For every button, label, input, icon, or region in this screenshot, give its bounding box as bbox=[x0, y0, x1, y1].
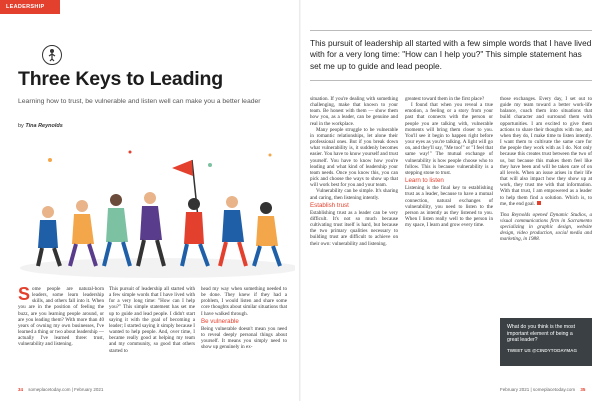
drop-cap: S bbox=[18, 284, 31, 304]
end-mark-icon bbox=[537, 201, 541, 205]
right-column-1-text: situation. If you're dealing with something challenging, make that known to your team. Be honest with them — show them how you, as a leader, can be genuine and real in the workplace. bbox=[310, 96, 398, 127]
right-column-1-text-4: Establishing trust as a leader can be very difficult. It's not so much because cultivating trust itself is hard, but because the two primary qualities necessary to building trust are difficult to achieve on their own: vulnerability and listening. bbox=[310, 209, 398, 247]
subhead-be-vulnerable: Be vulnerable bbox=[201, 317, 239, 325]
byline-prefix: by bbox=[18, 123, 24, 129]
footer-left bbox=[18, 387, 103, 392]
leadership-badge-icon bbox=[42, 45, 62, 65]
tweet-callout bbox=[500, 318, 592, 366]
subhead-establish-trust: Establish trust bbox=[310, 201, 349, 209]
right-column-3-text: those exchanges. Every day, I set out to guide my team toward a better work-life balance, coach them into situations that build character and surround them with opportunities. I am excited to give them actions to share their thoughts with me, and when they do, I make time to listen intently. I want them to cultivate the same care for the people they work with as I do. Not only because this creates trust between the two of us, but because this makes them feel like they have been and will be taken care of on all levels. When an issue arises in their life that will also impact how they show up at work, they trust me with that information. With that trust, I am empowered as a leader to help them find a solution. Which is, to me, the end goal. bbox=[500, 96, 592, 207]
left-column-2-text: This pursuit of leadership all started with a few simple words that I have lived with for a very long time: "How can I help you?" This simple statement has set me up to guide and lead people. I didn't start saying it with the goal of becoming a leader; I started saying it simply because I wanted to help people. And, over time, I became really good at helping my team and my community, so good that others started to bbox=[109, 286, 195, 354]
left-column-2 bbox=[109, 286, 195, 354]
article-subtitle: Learning how to trust, be vulnerable and listen well can make you a better leader bbox=[18, 98, 261, 105]
page-number-right: 35 bbox=[580, 387, 586, 392]
left-column-1-text: ome people are natural-born leaders, some learn leadership skills, and others fall into it. When you are in the position of feeling the buzz, are you learning people around, or are you leading them? With more than 40 years of owning my own businesses, I've learned a thing or two about leadership — actually I've learned three: trust, vulnerability and listening. bbox=[18, 286, 104, 348]
subhead-learn-to-listen: Learn to listen bbox=[405, 177, 444, 185]
left-column-3 bbox=[201, 286, 287, 351]
right-column-2 bbox=[405, 96, 493, 228]
tweet-handle-link[interactable]: TWEET US @CINDYTODAYMAG bbox=[507, 347, 578, 353]
footer-right bbox=[500, 387, 585, 392]
section-tag: LEADERSHIP bbox=[0, 0, 60, 14]
team-illustration bbox=[10, 140, 295, 280]
right-column-3 bbox=[500, 96, 592, 243]
author-bio: Tina Reynolds opened Dynamic Studios, a visual communications firm in Sacramento specializing in graphic design, website design, video production, social media and marketing, in 1988. bbox=[500, 211, 592, 243]
author-name: Tina Reynolds bbox=[25, 123, 63, 129]
left-column-3-text-2: Being vulnerable doesn't mean you need to reveal deeply personal things about yourself. It means you simply need to show up genuinely in ex- bbox=[201, 325, 287, 351]
right-column-1 bbox=[310, 96, 398, 247]
footer-right-text: February 2021 | someplacetoday.com bbox=[500, 387, 576, 392]
pull-quote: This pursuit of leadership all started with a few simple words that I have lived with for a very long time: "How can I help you?" This simple statement has set me up to guide and lead people. bbox=[310, 30, 592, 81]
byline bbox=[18, 123, 63, 129]
right-column-1-text-2: Many people struggle to be vulnerable in romantic relationships, let alone their professional ones. But if you break down what vulnerability is, it suddenly becomes easier. You have to know yourself and trust yourself. You have to know how you're leading and what kind of leadership your team needs. Once you know this, you can pick and choose the ways to show up that will work best for you and your team. bbox=[310, 126, 398, 189]
right-column-2-text-3: Listening is the final key to establishing trust as a leader, because to have a mutual connection, natural exchanges of vulnerability, you need to listen to the person as intently as they listened to you. When I listen really well to the person in my space, I learn and grow every time. bbox=[405, 185, 493, 229]
page-gutter bbox=[299, 0, 301, 401]
right-column-2-text-2: I found that when you reveal a true emotion, a feeling or a story from your past that connects with the person or people you are talking with, vulnerable moments will bring them closer to you. You'll see it begin to happen right before your eyes as you're talking. A light will go on, and they'll say, "Me too!" or "I feel that same way!" The mutual exchange of vulnerability is how people choose who to follow. This is because vulnerability is a stepping stone to trust. bbox=[405, 102, 493, 176]
left-column-3-text: head my way when something needed to be done. They knew if they had a problem, I would listen and share some core thoughts about similar situations that I have walked through. bbox=[201, 286, 287, 317]
right-column-2-text: greatest toward them in the first place? bbox=[405, 96, 485, 102]
right-column-1-text-3: Vulnerability can be simple. It's sharing and caring, then listening intently. bbox=[310, 188, 398, 201]
callout-question: What do you think is the most important element of being a great leader? bbox=[507, 324, 576, 344]
page-number-left: 34 bbox=[18, 387, 24, 392]
left-column-1 bbox=[18, 286, 104, 348]
article-title: Three Keys to Leading bbox=[18, 68, 223, 90]
footer-left-text: someplacetoday.com | February 2021 bbox=[28, 387, 104, 392]
